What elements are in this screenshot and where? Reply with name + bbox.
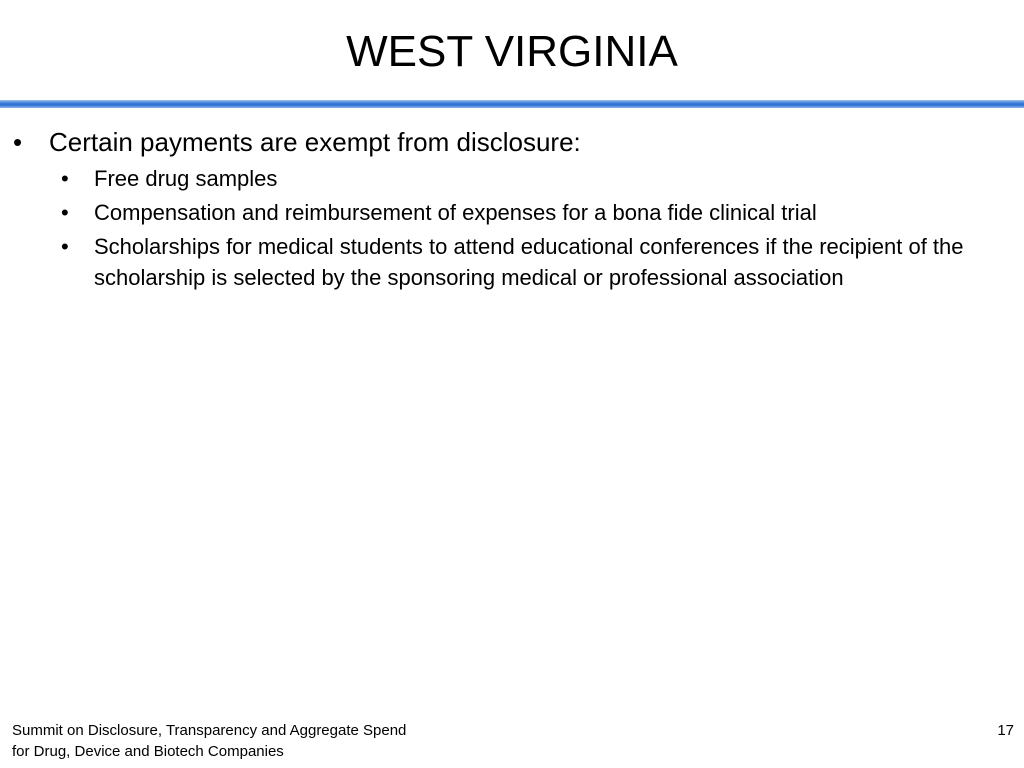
sub-bullet-item	[0, 163, 1024, 194]
bullet-dot: •	[61, 200, 69, 225]
sub-bullet-text: Free drug samples	[94, 166, 278, 191]
bullet-dot: •	[61, 166, 69, 191]
sub-bullet-text: Compensation and reimbursement of expenses for a bona fide clinical trial	[94, 200, 817, 225]
slide-body	[0, 124, 1024, 293]
bullet-dot: •	[13, 127, 23, 157]
sub-bullet-item	[0, 197, 1024, 228]
footer-line: for Drug, Device and Biotech Companies	[12, 743, 284, 760]
bullet-item	[0, 124, 1024, 160]
sub-bullet-item	[0, 231, 1024, 293]
footer-line: Summit on Disclosure, Transparency and Aggregate Spend	[12, 722, 407, 739]
title-divider	[0, 100, 1024, 108]
bullet-dot: •	[61, 234, 69, 259]
bullet-text: Certain payments are exempt from disclosure:	[49, 127, 581, 157]
slide-title: WEST VIRGINIA	[346, 27, 678, 76]
footer-text	[12, 720, 532, 762]
page-number: 17	[997, 722, 1014, 739]
sub-bullet-text: Scholarships for medical students to attend educational conferences if the recipient of the scholarship is selected by the sponsoring medical or professional association	[94, 234, 964, 290]
sub-bullet-list	[0, 163, 1024, 293]
